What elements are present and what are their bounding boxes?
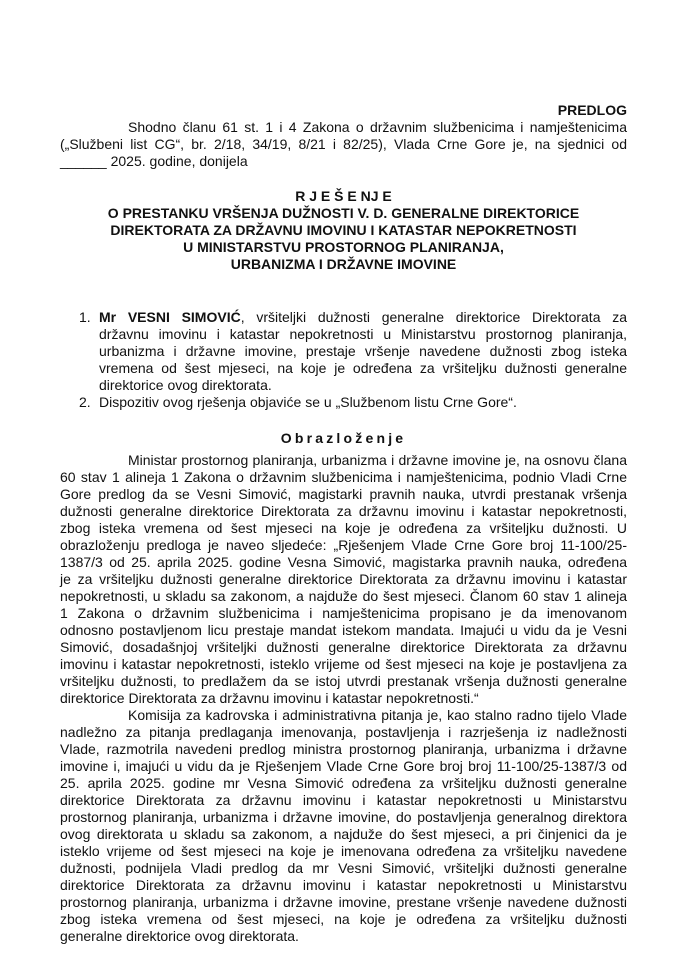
paragraph-line: nadležno za pitanja predlaganja imenovanja, postavljenja i razrješenja iz nadležnosti [60,724,627,740]
paragraph-line: generalne direktorice ovog direktorata. [60,928,299,944]
paragraph-line: prostornog planiranja, urbanizma i državne imovine, do postavljenja generalnog direktora [60,809,627,825]
paragraph-line: direktorice Direktorata za državnu imovinu i katastar nepokretnosti u Ministarstvu [60,792,627,808]
preamble-line: ______ 2025. godine, donijela [60,153,248,169]
item-text: , vršiteljki dužnosti generalne direktorice Direktorata za [240,309,627,325]
decision-title [60,188,627,273]
paragraph-line: imovine i, imajući u vidu da je Rješenjem Vlade Crne Gore broj broj 11-100/25-1387/3 od [60,758,627,774]
title-line: O PRESTANKU VRŠENJA DUŽNOSTI V. D. GENERALNE DIREKTORICE [107,205,580,221]
explanation-body [60,452,627,945]
paragraph-line: 1 Zakona o državnim službenicima i namještenicima propisano je da imenovanom [60,605,627,621]
paragraph-line: zbog isteka vremena od šest mjeseci na koje je određena za vršiteljku dužnosti. U [60,520,627,536]
paragraph-line: odnosno postavljenom licu prestaje mandat istekom mandata. Imajući u vidu da je Vesni [60,622,627,638]
paragraph-line: obrazloženju predloga je naveo sljedeće: „Rješenjem Vlade Crne Gore broj 11-100/25- [60,537,627,553]
item-line: urbanizma i državne imovine, prestaje vršenje navedene dužnosti zbog isteka [99,343,627,359]
document-page [60,102,627,945]
paragraph-line: direktorice Direktorata za državnu imovinu i katastar nepokretnosti u Ministarstvu [60,877,627,893]
paragraph-line: prostornog planiranja, urbanizma i državne imovine, prestane vršenje navedene dužnosti [60,894,627,910]
paragraph-line: Vlade, razmotrila navedeni predlog ministra prostornog planiranja, urbanizma i državne [60,741,627,757]
item-line: direktorice ovog direktorata. [99,377,272,393]
paragraph-line: dužnosti, podnijela Vladi predlog da mr Vesni Simović, vršiteljki dužnosti generalne [60,860,627,876]
item-line [99,309,627,326]
paragraph-line: ovog direktorata u skladu sa zakonom, a najduže do šest mjeseci, a pri činjenici da je [60,826,627,842]
paragraph-line: 25. aprila 2025. godine mr Vesna Simović određena za vršiteljku dužnosti generalne [60,775,627,791]
paragraph-line: 60 stav 1 alineja 1 Zakona o državnim službenicima i namještenicima, podnio Vladi Crne [60,469,627,485]
paragraph-line: Komisija za kadrovska i administrativna pitanja je, kao stalno radno tijelo Vlade [128,707,627,723]
title-line: URBANIZMA I DRŽAVNE IMOVINE [230,256,457,272]
paragraph-line: imovinu i katastar nepokretnosti, isteklo vrijeme od šest mjeseci na koje je postavljena za [60,656,627,672]
paragraph-line: isteklo vrijeme od šest mjeseci na koje je imenovana određena za vršiteljku navedene [60,843,627,859]
decision-items [60,309,627,411]
explanation-heading: Obrazloženje [280,430,407,446]
explanation-paragraph [60,707,627,945]
item-number: 2. [79,394,91,410]
preamble [60,119,627,170]
title-line: DIREKTORATA ZA DRŽAVNU IMOVINU I KATASTAR NEPOKRETNOSTI [110,222,577,238]
paragraph-line: direktorice Direktorata za državnu imovinu i katastar nepokretnosti.“ [60,690,479,706]
preamble-line: Shodno članu 61 st. 1 i 4 Zakona o državnim službenicima i namještenicima [128,119,627,135]
paragraph-line: Ministar prostornog planiranja, urbanizma i državne imovine je, na osnovu člana [128,452,627,468]
list-item [60,394,627,411]
paragraph-line: vršiteljku dužnosti, to predlažem da se istoj utvrdi prestanak vršenja dužnosti generalne [60,673,627,689]
explanation-paragraph [60,452,627,707]
item-number: 1. [79,309,91,325]
paragraph-line: je za vršiteljku dužnosti generalne direktorice Direktorata za državnu imovinu i katastar [60,571,627,587]
item-line: državnu imovinu i katastar nepokretnosti u Ministarstvu prostornog planiranja, [99,326,627,342]
title-line: U MINISTARSTVU PROSTORNOG PLANIRANJA, [183,239,504,255]
paragraph-line: Gore predlog da se Vesni Simović, magistarki pravnih nauka, utvrdi prestanak vršenja [60,486,627,502]
paragraph-line: dužnosti generalne direktorice Direktorata za državnu imovinu i katastar nepokretnosti, [60,503,627,519]
preamble-line: („Službeni list CG“, br. 2/18, 34/19, 8/21 i 82/25), Vlada Crne Gore je, na sjednici od [60,136,627,152]
item-line: vremena od šest mjeseci, na koje je određena za vršiteljku dužnosti generalne [99,360,627,376]
paragraph-line: Simović, dosadašnjoj vršiteljki dužnosti generalne direktorice Direktorata za državnu [60,639,627,655]
person-name: Mr VESNI SIMOVIĆ [99,309,241,325]
item-line: Dispozitiv ovog rješenja objaviće se u „Službenom listu Crne Gore“. [99,394,517,410]
paragraph-line: zbog isteka vremena od šest mjeseci, na koje je određena za vršiteljku dužnosti [60,911,627,927]
paragraph-line: 1387/3 od 25. aprila 2025. godine Vesna Simović, magistarka pravnih nauka, određena [60,554,627,570]
predlog-label: PREDLOG [557,102,627,118]
decision-heading: R J E Š E NJ E [295,188,392,204]
paragraph-line: nepokretnosti, u skladu sa zakonom, a najduže do šest mjeseci. Članom 60 stav 1 alineja [60,588,627,604]
list-item [60,309,627,394]
